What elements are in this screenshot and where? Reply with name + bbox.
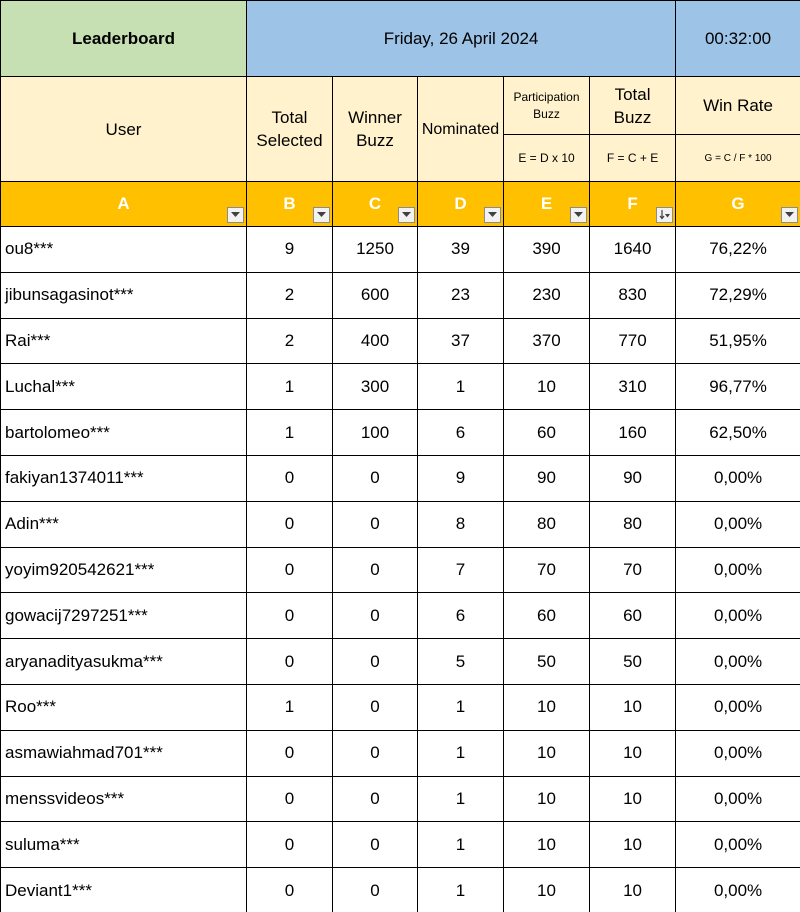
cell-total-selected[interactable]: 0 [247, 730, 333, 776]
table-row[interactable] [1, 822, 800, 868]
cell-nominated[interactable]: 9 [418, 455, 504, 501]
cell-win-rate[interactable]: 0,00% [676, 455, 800, 501]
filter-dropdown-icon[interactable] [781, 207, 798, 223]
formula-f: F = C + E [590, 135, 676, 182]
filter-dropdown-icon[interactable] [484, 207, 501, 223]
cell-winner-buzz[interactable]: 400 [333, 318, 418, 364]
cell-total-buzz[interactable]: 1640 [590, 227, 676, 273]
header-participation-buzz-line1: Participation [513, 89, 580, 104]
cell-participation-buzz[interactable]: 10 [504, 364, 590, 410]
cell-total-buzz[interactable]: 50 [590, 639, 676, 685]
cell-win-rate[interactable]: 62,50% [676, 410, 800, 456]
cell-nominated[interactable]: 1 [418, 730, 504, 776]
letter-a-label: A [117, 194, 130, 213]
cell-nominated[interactable]: 1 [418, 364, 504, 410]
data-body [1, 227, 800, 912]
cell-participation-buzz[interactable]: 10 [504, 730, 590, 776]
letter-e-label: E [540, 194, 553, 213]
cell-user[interactable]: Rai*** [1, 318, 247, 364]
filter-dropdown-icon[interactable] [570, 207, 587, 223]
cell-winner-buzz[interactable]: 0 [333, 639, 418, 685]
cell-total-selected[interactable]: 0 [247, 639, 333, 685]
cell-user[interactable]: fakiyan1374011*** [1, 455, 247, 501]
header-win-rate: Win Rate [676, 77, 800, 135]
cell-winner-buzz[interactable]: 0 [333, 455, 418, 501]
cell-winner-buzz[interactable]: 0 [333, 593, 418, 639]
cell-total-selected[interactable]: 9 [247, 227, 333, 273]
leaderboard-title: Leaderboard [1, 1, 247, 77]
header-participation-buzz-line2: Buzz [533, 106, 560, 121]
letter-b [247, 182, 333, 227]
table-row[interactable] [1, 455, 800, 501]
table-row[interactable] [1, 227, 800, 273]
cell-user[interactable]: Roo*** [1, 684, 247, 730]
table-row[interactable] [1, 684, 800, 730]
column-header-row [1, 77, 800, 135]
cell-win-rate[interactable]: 0,00% [676, 868, 800, 912]
table-row[interactable] [1, 730, 800, 776]
cell-total-buzz[interactable]: 830 [590, 272, 676, 318]
header-winner-buzz-line1: Winner [348, 108, 402, 127]
cell-winner-buzz[interactable]: 0 [333, 684, 418, 730]
cell-win-rate[interactable]: 0,00% [676, 593, 800, 639]
cell-total-buzz[interactable]: 10 [590, 868, 676, 912]
cell-nominated[interactable]: 1 [418, 868, 504, 912]
header-nominated-label: Nominated [421, 120, 500, 138]
cell-user[interactable]: Luchal*** [1, 364, 247, 410]
cell-user[interactable]: aryanadityasukma*** [1, 639, 247, 685]
formula-e: E = D x 10 [504, 135, 590, 182]
cell-winner-buzz[interactable]: 0 [333, 822, 418, 868]
cell-win-rate[interactable]: 0,00% [676, 730, 800, 776]
cell-total-selected[interactable]: 0 [247, 822, 333, 868]
table-row[interactable] [1, 318, 800, 364]
header-winner-buzz [333, 77, 418, 182]
header-total-buzz-line1: Total [614, 84, 651, 104]
letter-f [590, 182, 676, 227]
cell-participation-buzz[interactable]: 370 [504, 318, 590, 364]
header-nominated [418, 77, 504, 182]
cell-total-selected[interactable]: 0 [247, 593, 333, 639]
cell-winner-buzz[interactable]: 1250 [333, 227, 418, 273]
table-row[interactable] [1, 776, 800, 822]
table-row[interactable] [1, 593, 800, 639]
cell-participation-buzz[interactable]: 10 [504, 776, 590, 822]
cell-win-rate[interactable]: 51,95% [676, 318, 800, 364]
cell-winner-buzz[interactable]: 0 [333, 501, 418, 547]
header-total-buzz [590, 77, 676, 135]
letter-d-label: D [454, 194, 467, 213]
cell-user[interactable]: bartolomeo*** [1, 410, 247, 456]
cell-total-selected[interactable]: 0 [247, 455, 333, 501]
cell-win-rate[interactable]: 76,22% [676, 227, 800, 273]
header-user-label: User [105, 119, 142, 139]
cell-participation-buzz[interactable]: 90 [504, 455, 590, 501]
cell-total-buzz[interactable]: 60 [590, 593, 676, 639]
cell-winner-buzz[interactable]: 300 [333, 364, 418, 410]
header-user [1, 77, 247, 182]
title-row [1, 1, 800, 77]
cell-winner-buzz[interactable]: 600 [333, 272, 418, 318]
cell-nominated[interactable]: 8 [418, 501, 504, 547]
cell-nominated[interactable]: 5 [418, 639, 504, 685]
cell-user[interactable]: menssvideos*** [1, 776, 247, 822]
cell-winner-buzz[interactable]: 0 [333, 730, 418, 776]
cell-winner-buzz[interactable]: 0 [333, 776, 418, 822]
cell-winner-buzz[interactable]: 100 [333, 410, 418, 456]
letter-b-label: B [283, 194, 296, 213]
letter-g-label: G [731, 194, 745, 213]
cell-participation-buzz[interactable]: 60 [504, 410, 590, 456]
cell-nominated[interactable]: 1 [418, 776, 504, 822]
cell-winner-buzz[interactable]: 0 [333, 547, 418, 593]
letter-g [676, 182, 800, 227]
cell-total-selected[interactable]: 0 [247, 868, 333, 912]
header-total-selected-line2: Selected [256, 131, 323, 150]
cell-total-buzz[interactable]: 90 [590, 455, 676, 501]
cell-nominated[interactable]: 23 [418, 272, 504, 318]
cell-participation-buzz[interactable]: 80 [504, 501, 590, 547]
table-row[interactable] [1, 639, 800, 685]
cell-user[interactable]: asmawiahmad701*** [1, 730, 247, 776]
cell-total-buzz[interactable]: 70 [590, 547, 676, 593]
letter-f-label: F [627, 194, 638, 213]
filter-dropdown-icon[interactable] [313, 207, 330, 223]
letter-c-label: C [368, 194, 382, 213]
cell-nominated[interactable]: 7 [418, 547, 504, 593]
filter-dropdown-icon[interactable] [398, 207, 415, 223]
cell-total-selected[interactable]: 0 [247, 776, 333, 822]
table-row[interactable] [1, 501, 800, 547]
cell-total-buzz[interactable]: 160 [590, 410, 676, 456]
table-row[interactable] [1, 272, 800, 318]
cell-nominated[interactable]: 1 [418, 684, 504, 730]
cell-participation-buzz[interactable]: 70 [504, 547, 590, 593]
cell-user[interactable]: jibunsagasinot*** [1, 272, 247, 318]
cell-participation-buzz[interactable]: 390 [504, 227, 590, 273]
cell-win-rate[interactable]: 0,00% [676, 822, 800, 868]
header-total-buzz-line2: Buzz [613, 107, 652, 127]
cell-participation-buzz[interactable]: 60 [504, 593, 590, 639]
table-row[interactable] [1, 868, 800, 912]
cell-total-selected[interactable]: 1 [247, 684, 333, 730]
header-winner-buzz-line2: Buzz [356, 131, 394, 150]
cell-win-rate[interactable]: 0,00% [676, 639, 800, 685]
cell-total-buzz[interactable]: 10 [590, 822, 676, 868]
cell-participation-buzz[interactable]: 10 [504, 822, 590, 868]
time-cell[interactable]: 00:32:00 [676, 1, 800, 77]
table-row[interactable] [1, 547, 800, 593]
sort-descending-filter-icon[interactable] [656, 207, 673, 223]
header-participation-buzz [504, 77, 590, 135]
cell-user[interactable]: yoyim920542621*** [1, 547, 247, 593]
formula-g: G = C / F * 100 [676, 135, 800, 182]
cell-total-selected[interactable]: 1 [247, 364, 333, 410]
letter-a [1, 182, 247, 227]
cell-win-rate[interactable]: 96,77% [676, 364, 800, 410]
cell-user[interactable]: gowacij7297251*** [1, 593, 247, 639]
cell-nominated[interactable]: 39 [418, 227, 504, 273]
cell-participation-buzz[interactable]: 10 [504, 684, 590, 730]
cell-user[interactable]: Deviant1*** [1, 868, 247, 912]
cell-participation-buzz[interactable]: 10 [504, 868, 590, 912]
cell-nominated[interactable]: 6 [418, 593, 504, 639]
header-total-selected [247, 77, 333, 182]
letter-e [504, 182, 590, 227]
cell-total-buzz[interactable]: 10 [590, 776, 676, 822]
letter-c [333, 182, 418, 227]
cell-total-selected[interactable]: 2 [247, 318, 333, 364]
cell-winner-buzz[interactable]: 0 [333, 868, 418, 912]
filter-row [1, 182, 800, 227]
cell-total-buzz[interactable]: 10 [590, 730, 676, 776]
cell-user[interactable]: suluma*** [1, 822, 247, 868]
cell-participation-buzz[interactable]: 50 [504, 639, 590, 685]
cell-win-rate[interactable]: 0,00% [676, 776, 800, 822]
cell-win-rate[interactable]: 0,00% [676, 547, 800, 593]
cell-total-buzz[interactable]: 770 [590, 318, 676, 364]
cell-total-buzz[interactable]: 310 [590, 364, 676, 410]
cell-win-rate[interactable]: 0,00% [676, 501, 800, 547]
letter-d [418, 182, 504, 227]
cell-user[interactable]: ou8*** [1, 227, 247, 273]
cell-nominated[interactable]: 1 [418, 822, 504, 868]
cell-total-selected[interactable]: 1 [247, 410, 333, 456]
cell-total-selected[interactable]: 2 [247, 272, 333, 318]
table-row[interactable] [1, 410, 800, 456]
table-row[interactable] [1, 364, 800, 410]
cell-win-rate[interactable]: 0,00% [676, 684, 800, 730]
cell-total-buzz[interactable]: 10 [590, 684, 676, 730]
cell-nominated[interactable]: 37 [418, 318, 504, 364]
cell-participation-buzz[interactable]: 230 [504, 272, 590, 318]
cell-win-rate[interactable]: 72,29% [676, 272, 800, 318]
cell-total-selected[interactable]: 0 [247, 501, 333, 547]
date-cell[interactable]: Friday, 26 April 2024 [247, 1, 676, 77]
cell-user[interactable]: Adin*** [1, 501, 247, 547]
filter-dropdown-icon[interactable] [227, 207, 244, 223]
cell-nominated[interactable]: 6 [418, 410, 504, 456]
cell-total-buzz[interactable]: 80 [590, 501, 676, 547]
cell-total-selected[interactable]: 0 [247, 547, 333, 593]
header-total-selected-line1: Total [271, 108, 308, 127]
